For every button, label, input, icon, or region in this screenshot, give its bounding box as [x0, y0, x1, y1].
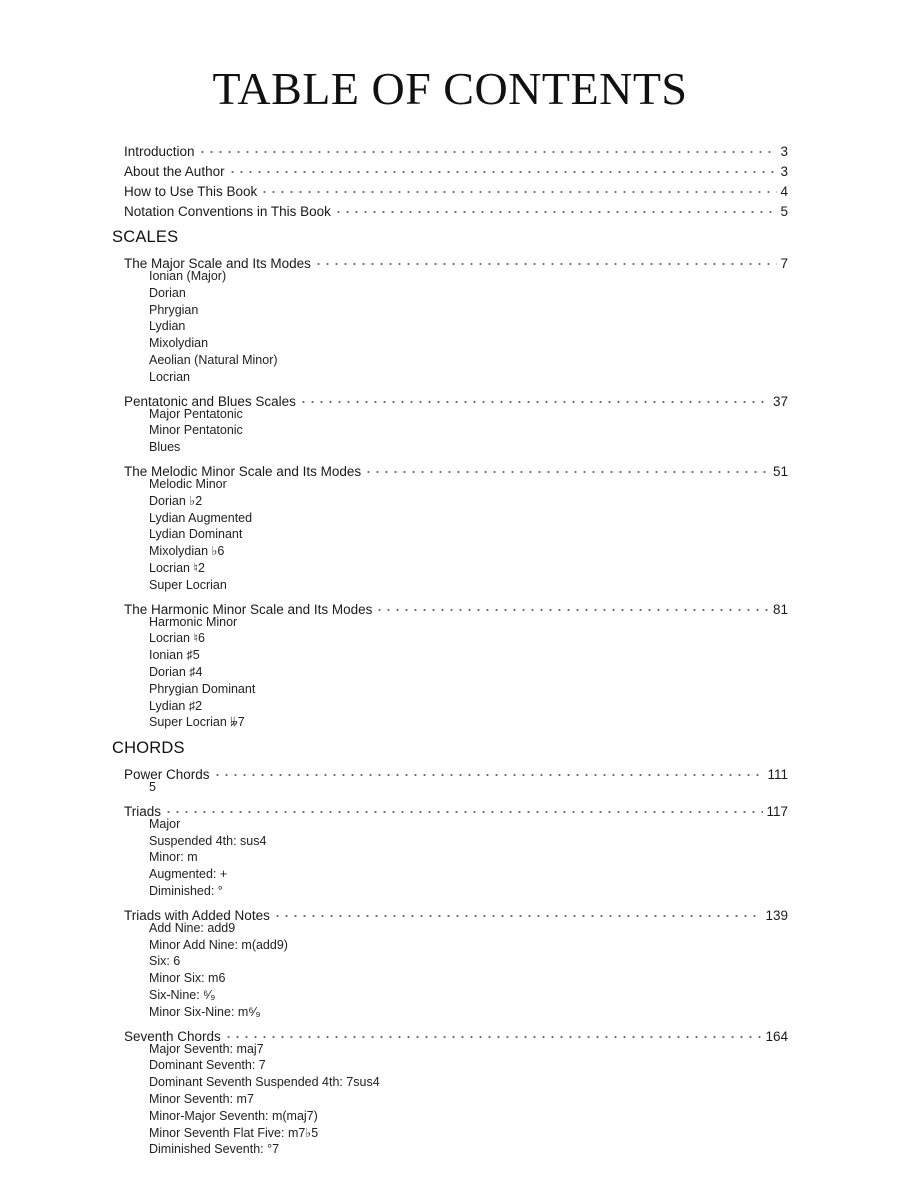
toc-entry[interactable]: [112, 386, 788, 409]
front-matter-list: [112, 136, 788, 219]
sub-entry: Phrygian Dominant: [149, 681, 256, 696]
scales-section: [112, 226, 788, 731]
entry-page: 37: [772, 393, 788, 409]
sub-entry: Add Nine: add9: [149, 920, 236, 935]
sub-entry: Dorian ♯4: [149, 664, 203, 679]
entry-label: Triads with Added Notes: [124, 907, 270, 923]
entry-page: 164: [765, 1028, 788, 1044]
sub-entry: Minor Six-Nine: m⁶⁄₉: [149, 1004, 261, 1019]
entry-label: Seventh Chords: [124, 1028, 221, 1044]
toc-entry[interactable]: [112, 456, 788, 479]
sub-entry: 5: [149, 780, 156, 794]
sub-entry: Melodic Minor: [149, 476, 227, 491]
sub-entry: Blues: [149, 440, 181, 455]
sub-entry: Minor Seventh Flat Five: m7♭5: [149, 1125, 319, 1140]
chords-section: [112, 737, 788, 1158]
sub-entry: Diminished: °: [149, 883, 223, 898]
entry-page: 139: [765, 907, 788, 923]
dot-leader: [299, 386, 770, 406]
toc-entry[interactable]: [112, 248, 788, 271]
sub-entry: Locrian ♮6: [149, 631, 205, 646]
toc-entry[interactable]: [112, 900, 788, 923]
sub-entry: Ionian ♯5: [149, 648, 200, 663]
sub-entry: Lydian: [149, 319, 186, 334]
toc-entry[interactable]: [112, 759, 788, 782]
sub-entry: Aeolian (Natural Minor): [149, 352, 278, 367]
sub-entry: Suspended 4th: sus4: [149, 833, 267, 848]
toc-entry[interactable]: [112, 196, 788, 219]
entry-label: Triads: [124, 803, 162, 819]
sub-entry: Augmented: +: [149, 867, 228, 882]
sub-entry: Super Locrian: [149, 577, 227, 592]
entry-label: Power Chords: [124, 767, 210, 782]
sub-entry: Ionian (Major): [149, 269, 227, 283]
dot-leader: [228, 156, 778, 176]
section-heading-chords: CHORDS: [112, 739, 185, 757]
sub-entry: Minor Pentatonic: [149, 423, 243, 438]
sub-entry: Major Pentatonic: [149, 406, 243, 421]
entry-page: 7: [780, 256, 788, 271]
dot-leader: [364, 456, 770, 476]
sub-entry: Dominant Seventh: 7: [149, 1058, 266, 1073]
sub-entry: Harmonic Minor: [149, 614, 238, 629]
dot-leader: [164, 796, 763, 816]
toc-entry[interactable]: [112, 1021, 788, 1044]
sub-entry: Dorian: [149, 285, 186, 300]
dot-leader: [334, 196, 778, 216]
sub-entry: Minor: m: [149, 850, 198, 865]
sub-entry: Lydian Augmented: [149, 510, 253, 525]
toc-entry[interactable]: [112, 136, 788, 159]
entry-label: Introduction: [124, 144, 195, 159]
sub-entry: Major Seventh: maj7: [149, 1041, 264, 1056]
entry-page: 117: [766, 803, 788, 819]
dot-leader: [375, 594, 770, 614]
sub-entry: Major: [149, 816, 181, 831]
dot-leader: [314, 248, 778, 268]
sub-entry: Locrian: [149, 369, 190, 384]
toc-entry[interactable]: [112, 796, 788, 819]
entry-label: How to Use This Book: [124, 184, 258, 199]
sub-entry: Minor-Major Seventh: m(maj7): [149, 1108, 318, 1123]
dot-leader: [224, 1021, 763, 1041]
sub-entry: Dorian ♭2: [149, 493, 203, 508]
sub-entry: Mixolydian: [149, 336, 209, 351]
sub-entry: Super Locrian 𝄫7: [149, 715, 245, 730]
sub-entry: Lydian Dominant: [149, 527, 243, 542]
toc-entry[interactable]: [112, 156, 788, 179]
sub-entry: Lydian ♯2: [149, 698, 203, 713]
entry-page: 111: [767, 767, 788, 782]
page-title: TABLE OF CONTENTS: [212, 63, 688, 114]
entry-label: The Melodic Minor Scale and Its Modes: [124, 463, 362, 479]
sub-entry: Locrian ♮2: [149, 560, 205, 575]
entry-page: 81: [772, 601, 788, 617]
entry-page: 3: [780, 144, 788, 159]
entry-page: 51: [772, 463, 788, 479]
sub-entry: Dominant Seventh Suspended 4th: 7sus4: [149, 1075, 380, 1090]
sub-entry: Diminished Seventh: °7: [149, 1142, 280, 1157]
sub-entry: Minor Six: m6: [149, 971, 226, 986]
entry-page: 3: [780, 164, 788, 179]
toc-entry[interactable]: [112, 594, 788, 617]
sub-entry: Six: 6: [149, 954, 181, 969]
sub-entry: Six-Nine: ⁶⁄₉: [149, 987, 216, 1002]
entry-label: The Major Scale and Its Modes: [124, 256, 311, 271]
sub-entry: Minor Seventh: m7: [149, 1091, 254, 1106]
toc-entry[interactable]: [112, 176, 788, 199]
sub-entry: Minor Add Nine: m(add9): [149, 937, 288, 952]
dot-leader: [273, 900, 763, 920]
dot-leader: [260, 176, 777, 196]
entry-page: 5: [780, 204, 788, 219]
entry-label: Notation Conventions in This Book: [124, 204, 331, 219]
entry-label: About the Author: [124, 164, 225, 179]
section-heading-scales: SCALES: [112, 228, 179, 246]
entry-label: Pentatonic and Blues Scales: [124, 393, 296, 409]
entry-page: 4: [780, 184, 788, 199]
dot-leader: [213, 759, 765, 779]
entry-label: The Harmonic Minor Scale and Its Modes: [124, 601, 373, 617]
sub-entry: Mixolydian ♭6: [149, 544, 225, 559]
sub-entry: Phrygian: [149, 302, 199, 317]
dot-leader: [198, 136, 778, 156]
